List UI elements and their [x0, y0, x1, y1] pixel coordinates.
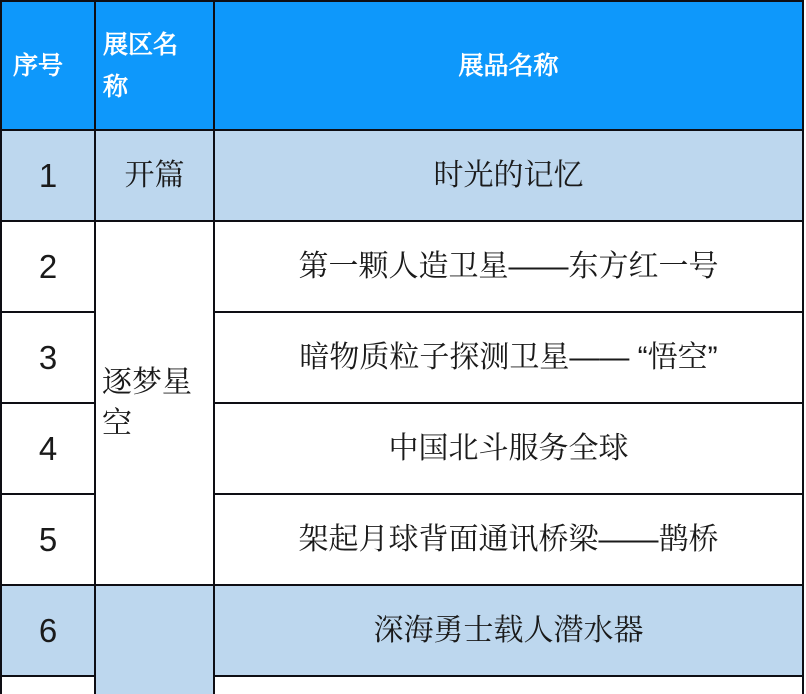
header-exhibit-cell: 展品名称 [214, 1, 803, 130]
table-row [1, 585, 803, 676]
table-row [1, 221, 803, 312]
exhibit-cell: 第一颗人造卫星——东方红一号 [214, 221, 803, 312]
serial-cell: 5 [1, 494, 95, 585]
serial-cell [1, 676, 95, 694]
serial-cell: 3 [1, 312, 95, 403]
area-cell-merged [95, 585, 214, 694]
exhibit-cell: 架起月球背面通讯桥梁——鹊桥 [214, 494, 803, 585]
exhibit-cell: 中国北斗服务全球 [214, 403, 803, 494]
exhibit-cell: 时光的记忆 [214, 130, 803, 221]
table-row [1, 130, 803, 221]
exhibit-cell: 深海勇士载人潜水器 [214, 585, 803, 676]
serial-cell: 2 [1, 221, 95, 312]
exhibit-cell: 暗物质粒子探测卫星—— “悟空” [214, 312, 803, 403]
serial-cell: 6 [1, 585, 95, 676]
header-serial-cell: 序号 [1, 1, 95, 130]
header-area-cell: 展区名称 [95, 1, 214, 130]
header-row [1, 1, 803, 130]
exhibit-cell [214, 676, 803, 694]
serial-cell: 1 [1, 130, 95, 221]
area-cell-merged: 逐梦星空 [95, 221, 214, 585]
serial-cell: 4 [1, 403, 95, 494]
area-cell: 开篇 [95, 130, 214, 221]
